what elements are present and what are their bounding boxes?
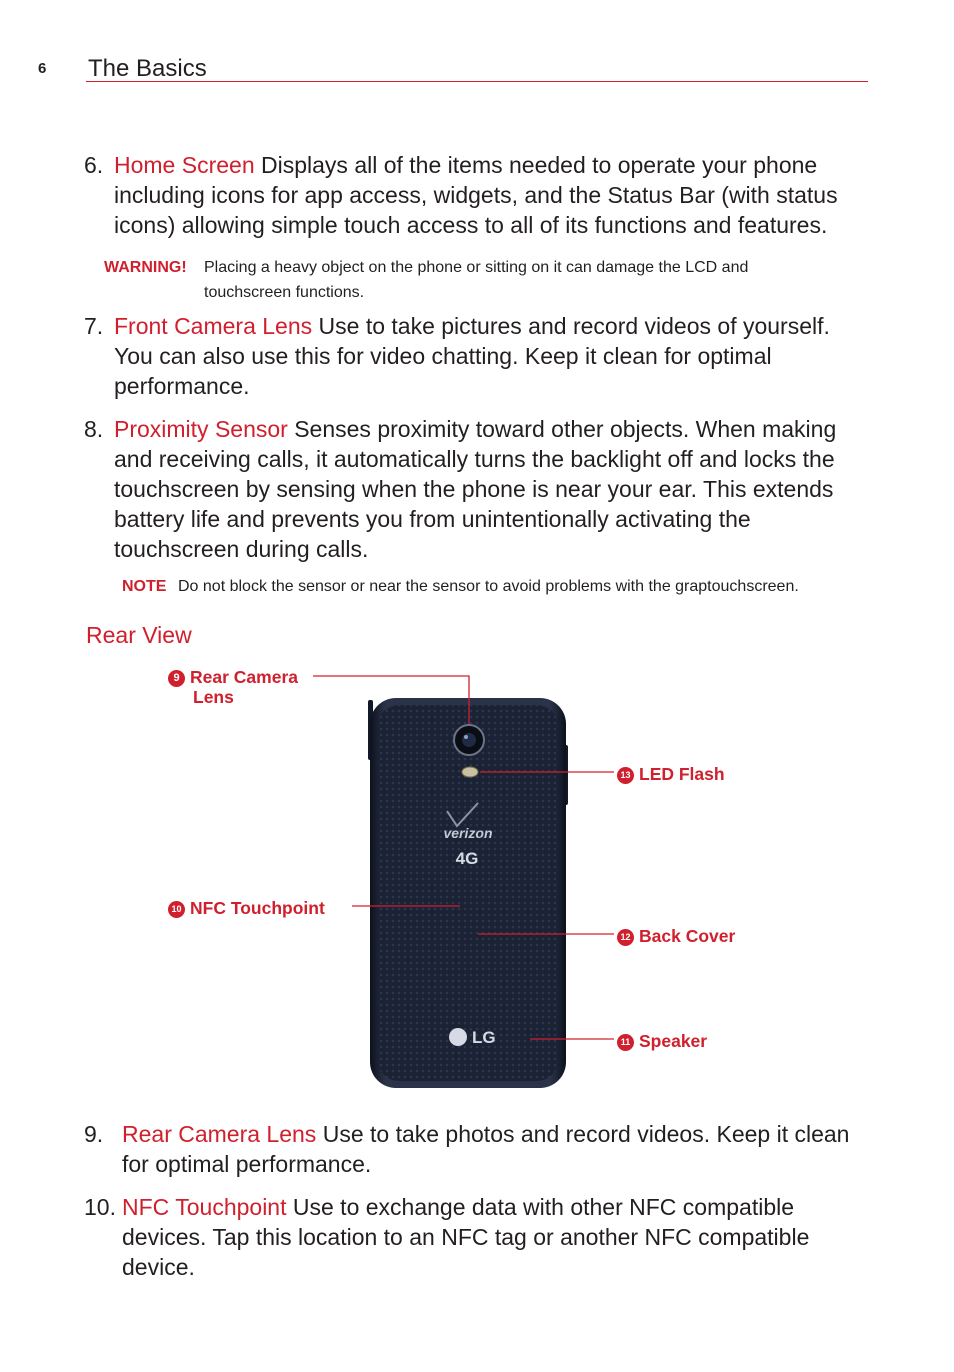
network-logo: 4G	[455, 849, 479, 868]
callout-speaker	[617, 1031, 707, 1051]
list-item-nfc-touchpoint	[84, 1192, 874, 1282]
page-title: The Basics	[88, 55, 207, 82]
item-term: NFC Touchpoint	[122, 1194, 287, 1220]
section-title-rear-view: Rear View	[86, 622, 192, 648]
callout-label: Speaker	[639, 1031, 708, 1051]
item-text: Use to take pictures and record videos of yourself. You can also use this for video chatting. Keep it clean for optimal performance.	[114, 313, 830, 399]
item-term: Rear Camera Lens	[122, 1121, 317, 1147]
item-term: Proximity Sensor	[114, 416, 288, 442]
warning-text: Placing a heavy object on the phone or sitting on it can damage the LCD and touchscreen functions.	[204, 259, 749, 301]
callout-rear-camera-lens	[168, 667, 298, 707]
item-text: Senses proximity toward other objects. When making and receiving calls, it automatically turns the backlight off and locks the touchscreen by sensing when the phone is near your ear. This extends battery life and prevents you from unintentionally activating the touchscreen during calls.	[114, 416, 837, 562]
callout-label: NFC Touchpoint	[190, 898, 325, 918]
warning-label: WARNING!	[104, 259, 187, 276]
callout-nfc-touchpoint	[168, 898, 325, 918]
item-term: Home Screen	[114, 152, 255, 178]
item-term: Front Camera Lens	[114, 313, 313, 339]
note-text: Do not block the sensor or near the sensor to avoid problems with the graptouchscreen.	[178, 578, 799, 595]
callout-label: Back Cover	[639, 926, 736, 946]
item-number: 8.	[84, 416, 104, 442]
callout-badge: 9	[168, 670, 185, 687]
list-item-rear-camera	[84, 1119, 874, 1179]
item-number: 10.	[84, 1194, 116, 1220]
callout-badge: 12	[617, 929, 634, 946]
callout-label: LED Flash	[639, 764, 725, 784]
callout-badge: 13	[617, 767, 634, 784]
item-number: 9.	[84, 1121, 104, 1147]
phone-back-image	[368, 698, 568, 1088]
callout-label-line2: Lens	[193, 687, 234, 707]
callout-label: Rear Camera	[190, 667, 298, 687]
callout-back-cover	[617, 926, 735, 946]
item-text: Use to take photos and record videos. Keep it clean for optimal performance.	[122, 1121, 850, 1177]
item-number: 7.	[84, 313, 104, 339]
led-flash-icon	[462, 767, 478, 777]
page-number: 6	[38, 60, 47, 77]
callout-badge: 10	[168, 901, 185, 918]
callout-led-flash	[617, 764, 725, 784]
item-text: Use to exchange data with other NFC compatible devices. Tap this location to an NFC tag or another NFC compatible device.	[122, 1194, 810, 1280]
brand-logo	[449, 1028, 496, 1047]
brand-logo-text: LG	[472, 1028, 496, 1047]
item-text: Displays all of the items needed to operate your phone including icons for app access, widgets, and the Status Bar (with status icons) allowing simple touch access to all of its functions and features.	[114, 152, 838, 238]
carrier-logo-text: verizon	[443, 825, 493, 841]
note-label: NOTE	[122, 578, 167, 595]
item-number: 6.	[84, 152, 104, 178]
callout-badge: 11	[617, 1034, 634, 1051]
